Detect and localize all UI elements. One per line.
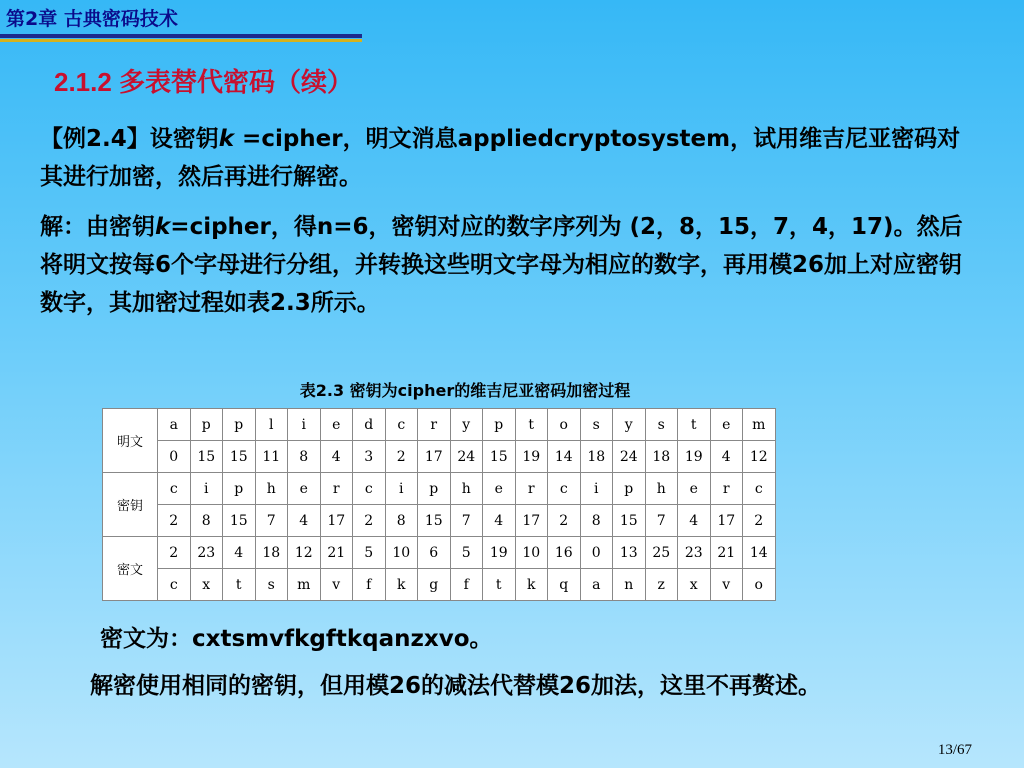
table-cell: 8	[288, 441, 321, 473]
table-cell: t	[483, 569, 516, 601]
table-cell: 17	[710, 505, 743, 537]
table-cell: 19	[483, 537, 516, 569]
page-number: 13/67	[937, 742, 972, 758]
table-cell: 8	[580, 505, 613, 537]
table-cell: m	[743, 409, 776, 441]
table-cell: g	[418, 569, 451, 601]
table-cell: r	[418, 409, 451, 441]
table-cell: 15	[483, 441, 516, 473]
table-cell: p	[223, 409, 256, 441]
table-cell: 25	[645, 537, 678, 569]
table-cell: 13	[613, 537, 646, 569]
table-cell: 2	[353, 505, 386, 537]
table-cell: p	[483, 409, 516, 441]
table-cell: 15	[190, 441, 223, 473]
table-cell: e	[288, 473, 321, 505]
table-cell: 18	[580, 441, 613, 473]
table-cell: r	[515, 473, 548, 505]
table-cell: s	[255, 569, 288, 601]
table-cell: 4	[223, 537, 256, 569]
solution-paragraph: 解：由密钥k=cipher，得n=6，密钥对应的数字序列为 (2，8，15，7，4，17)。然后将明文按每6个字母进行分组，并转换这些明文字母为相应的数字，再用模26加上对应密钥数字，其加密过程如表2.3所示。	[40, 214, 963, 316]
table-cell: 14	[743, 537, 776, 569]
table-cell: 4	[678, 505, 711, 537]
table-cell: f	[353, 569, 386, 601]
table-cell: 10	[385, 537, 418, 569]
table-cell: 15	[223, 505, 256, 537]
table-cell: 21	[710, 537, 743, 569]
table-cell: v	[710, 569, 743, 601]
table-cell: c	[385, 409, 418, 441]
table-cell: f	[450, 569, 483, 601]
table-row	[103, 505, 776, 537]
table-cell: v	[320, 569, 353, 601]
table-cell: 21	[320, 537, 353, 569]
table-cell: y	[450, 409, 483, 441]
table-cell: p	[613, 473, 646, 505]
table-cell: 23	[190, 537, 223, 569]
table-row	[103, 569, 776, 601]
table-cell: e	[483, 473, 516, 505]
table-cell: 2	[158, 537, 191, 569]
table-cell: 15	[418, 505, 451, 537]
table-cell: r	[710, 473, 743, 505]
table-cell: h	[255, 473, 288, 505]
table-cell: o	[548, 409, 581, 441]
table-cell: i	[580, 473, 613, 505]
table-cell: 5	[353, 537, 386, 569]
table-cell: 8	[385, 505, 418, 537]
table-cell: 15	[613, 505, 646, 537]
table-row	[103, 473, 776, 505]
table-cell: 2	[743, 505, 776, 537]
table-cell: 4	[288, 505, 321, 537]
table-cell: i	[190, 473, 223, 505]
table-cell: c	[353, 473, 386, 505]
table-cell: c	[158, 569, 191, 601]
row-label-plaintext: 明文	[103, 409, 158, 473]
table-cell: 4	[483, 505, 516, 537]
table-cell: 2	[548, 505, 581, 537]
table-cell: s	[645, 409, 678, 441]
row-label-key: 密钥	[103, 473, 158, 537]
table-cell: l	[255, 409, 288, 441]
table-cell: r	[320, 473, 353, 505]
table-cell: 0	[158, 441, 191, 473]
table-cell: 16	[548, 537, 581, 569]
ciphertext-result: 密文为：cxtsmvfkgftkqanzxvo。	[100, 626, 493, 652]
table-cell: i	[385, 473, 418, 505]
table-cell: h	[645, 473, 678, 505]
table-cell: c	[158, 473, 191, 505]
table-cell: 23	[678, 537, 711, 569]
table-cell: 5	[450, 537, 483, 569]
header-bar-blue	[0, 34, 362, 38]
table-cell: 19	[515, 441, 548, 473]
table-cell: 12	[743, 441, 776, 473]
table-cell: k	[385, 569, 418, 601]
table-cell: p	[418, 473, 451, 505]
table-cell: 14	[548, 441, 581, 473]
table-cell: 17	[515, 505, 548, 537]
table-cell: 24	[450, 441, 483, 473]
table-cell: a	[580, 569, 613, 601]
table-cell: x	[190, 569, 223, 601]
table-cell: k	[515, 569, 548, 601]
table-cell: 10	[515, 537, 548, 569]
table-cell: 15	[223, 441, 256, 473]
table-cell: 18	[645, 441, 678, 473]
table-cell: y	[613, 409, 646, 441]
table-cell: 11	[255, 441, 288, 473]
table-cell: d	[353, 409, 386, 441]
decrypt-paragraph: 解密使用相同的密钥，但用模26的减法代替模26加法，这里不再赘述。	[90, 673, 822, 699]
table-cell: 2	[385, 441, 418, 473]
table-cell: t	[515, 409, 548, 441]
table-row	[103, 441, 776, 473]
table-cell: 17	[418, 441, 451, 473]
table-cell: 6	[418, 537, 451, 569]
table-cell: c	[548, 473, 581, 505]
table-cell: 19	[678, 441, 711, 473]
row-label-ciphertext: 密文	[103, 537, 158, 601]
table-cell: s	[580, 409, 613, 441]
table-caption: 表2.3 密钥为cipher的维吉尼亚密码加密过程	[299, 381, 631, 400]
example-paragraph: 【例2.4】设密钥k =cipher，明文消息appliedcryptosystem，试用维吉尼亚密码对其进行加密，然后再进行解密。	[40, 126, 961, 190]
table-cell: 24	[613, 441, 646, 473]
table-cell: p	[190, 409, 223, 441]
table-row	[103, 537, 776, 569]
table-cell: c	[743, 473, 776, 505]
table-cell: 7	[255, 505, 288, 537]
table-cell: 4	[320, 441, 353, 473]
table-cell: q	[548, 569, 581, 601]
table-cell: 4	[710, 441, 743, 473]
table-cell: 17	[320, 505, 353, 537]
table-cell: t	[678, 409, 711, 441]
chapter-title: 第2章 古典密码技术	[6, 8, 178, 30]
table-cell: 7	[450, 505, 483, 537]
table-cell: e	[320, 409, 353, 441]
table-cell: 7	[645, 505, 678, 537]
header-bar-gold	[0, 39, 362, 42]
table-cell: x	[678, 569, 711, 601]
table-row	[103, 409, 776, 441]
table-cell: 12	[288, 537, 321, 569]
table-cell: o	[743, 569, 776, 601]
table-cell: t	[223, 569, 256, 601]
vigenere-table	[102, 408, 776, 601]
table-cell: a	[158, 409, 191, 441]
table-cell: 8	[190, 505, 223, 537]
table-cell: 3	[353, 441, 386, 473]
table-cell: p	[223, 473, 256, 505]
section-title: 2.1.2 多表替代密码（续）	[54, 67, 354, 97]
table-cell: e	[678, 473, 711, 505]
table-cell: n	[613, 569, 646, 601]
table-cell: 18	[255, 537, 288, 569]
table-cell: z	[645, 569, 678, 601]
table-cell: m	[288, 569, 321, 601]
table-cell: 2	[158, 505, 191, 537]
table-cell: i	[288, 409, 321, 441]
table-cell: 0	[580, 537, 613, 569]
table-cell: h	[450, 473, 483, 505]
table-cell: e	[710, 409, 743, 441]
